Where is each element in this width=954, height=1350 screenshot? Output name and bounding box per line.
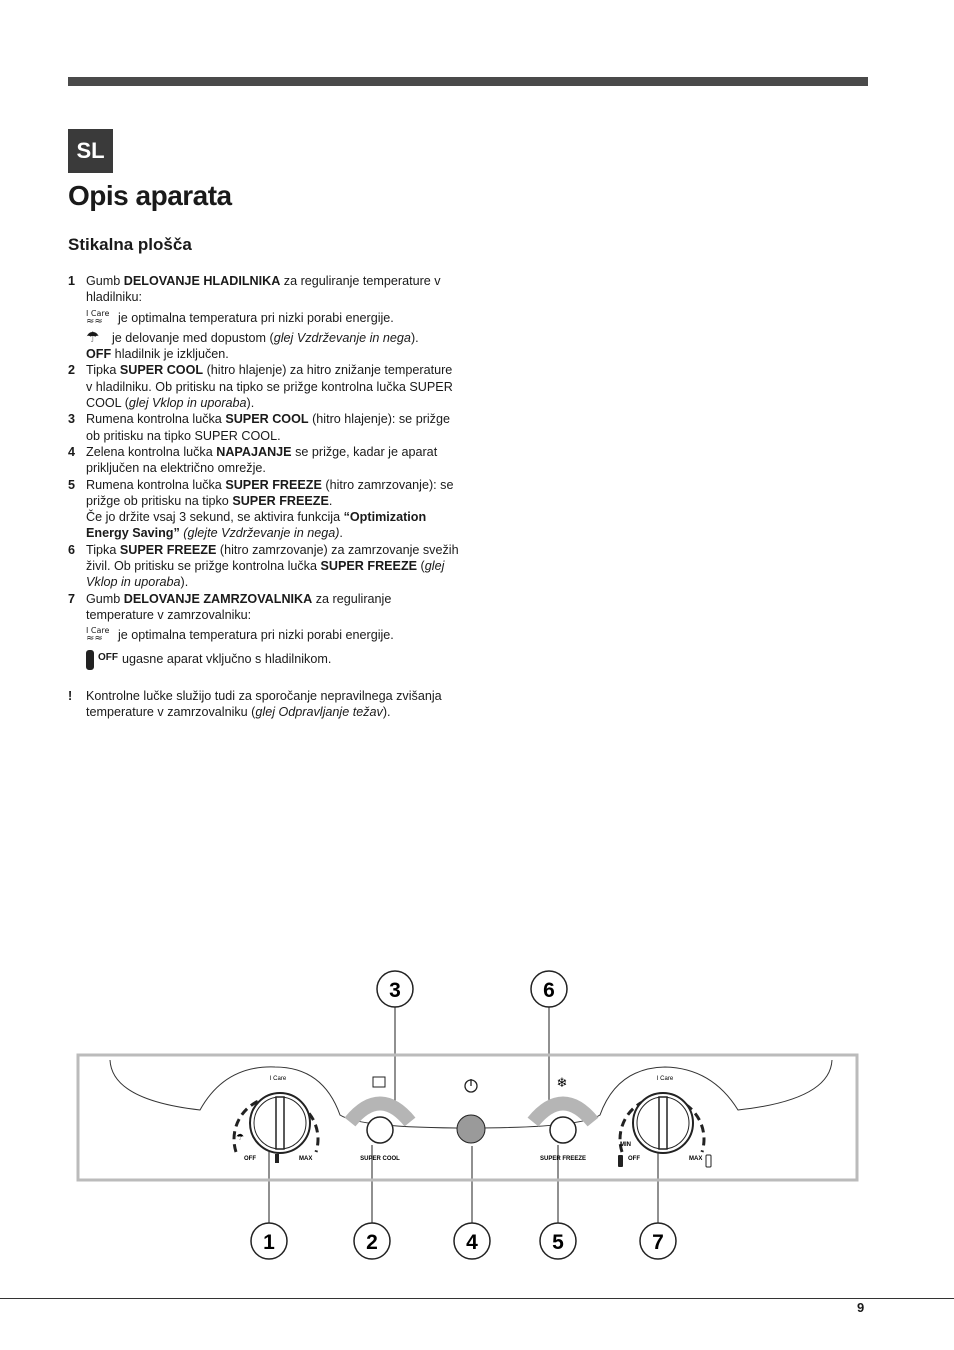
super-cool-button bbox=[350, 1077, 410, 1162]
callout-label: 5 bbox=[552, 1231, 564, 1254]
header-rule bbox=[68, 77, 868, 86]
description-list bbox=[68, 273, 460, 720]
knob-label-off: OFF bbox=[244, 1156, 256, 1162]
callout-label: 2 bbox=[366, 1231, 378, 1254]
i-care-icon: I Care ≈≈ bbox=[86, 626, 110, 645]
footer-rule bbox=[0, 1298, 954, 1299]
knob-label-i-care: I Care bbox=[269, 1076, 287, 1082]
callout-label: 3 bbox=[389, 979, 401, 1002]
knob-label-min: MIN bbox=[620, 1142, 631, 1148]
language-badge: SL bbox=[68, 129, 113, 173]
fridge-thermostat-knob bbox=[234, 1076, 318, 1163]
super-cool-icon bbox=[373, 1077, 385, 1087]
list-item-sub: I Care ≈≈ je optimalna temperatura pri nizki porabi energije. OFF ugasne aparat vključno s hladilnikom. bbox=[68, 623, 460, 669]
snowflake-icon: ❄ bbox=[556, 1075, 568, 1090]
list-item: 1 Gumb DELOVANJE HLADILNIKA za reguliranje temperature v hladilniku: bbox=[68, 274, 441, 305]
holiday-umbrella-icon: ☂ bbox=[86, 328, 100, 346]
list-item: 5 Rumena kontrolna lučka SUPER FREEZE (hitro zamrzovanje): se prižge ob pritisku na tipko SUPER FREEZE. Če jo držite vsaj 3 sekund, se aktivira funkcija “Optimization Energy Saving” (glejte Vzdrževanje in nega). bbox=[68, 477, 454, 541]
page-number: 9 bbox=[857, 1300, 865, 1315]
super-freeze-button bbox=[533, 1075, 593, 1162]
thermometer-bar-icon bbox=[86, 650, 94, 670]
section-subtitle: Stikalna plošča bbox=[68, 235, 192, 254]
callout-label: 4 bbox=[466, 1231, 478, 1254]
holiday-umbrella-icon: ☂ bbox=[236, 1132, 245, 1142]
list-item: 7 Gumb DELOVANJE ZAMRZOVALNIKA za reguliranje temperature v zamrzovalniku: bbox=[68, 591, 392, 622]
knob-label-i-care: I Care bbox=[656, 1076, 674, 1082]
list-item-sub: I Care ≈≈ je optimalna temperatura pri nizki porabi energije. ☂ je delovanje med dopustom (glej Vzdrževanje in nega). OFF hladilnik je izključen. bbox=[86, 308, 419, 362]
list-item: 3 Rumena kontrolna lučka SUPER COOL (hitro hlajenje): se prižge ob pritisku na tipko SUPER COOL. bbox=[68, 412, 450, 443]
list-item: 2 Tipka SUPER COOL (hitro hlajenje) za hitro znižanje temperature v hladilniku. Ob pritisku na tipko se prižge kontrolna lučka SUPER COOL (glej Vklop in uporaba). bbox=[68, 363, 453, 411]
list-item: 4 Zelena kontrolna lučka NAPAJANJE se prižge, kadar je aparat priključen na električno omrežje. bbox=[68, 444, 438, 476]
page-title: Opis aparata bbox=[68, 180, 232, 211]
power-indicator bbox=[457, 1079, 485, 1143]
knob-label-max: MAX bbox=[689, 1156, 703, 1162]
freezer-thermostat-knob bbox=[618, 1076, 711, 1167]
super-freeze-label: SUPER FREEZE bbox=[539, 1156, 587, 1162]
control-panel-diagram bbox=[0, 960, 954, 1260]
callout-label: 6 bbox=[543, 979, 555, 1002]
callout-label: 1 bbox=[263, 1231, 275, 1254]
callout-label: 7 bbox=[652, 1231, 664, 1254]
knob-label-off: OFF bbox=[628, 1156, 640, 1162]
i-care-icon: I Care ≈≈ bbox=[86, 308, 110, 327]
super-cool-label: SUPER COOL bbox=[360, 1156, 400, 1162]
knob-label-max: MAX bbox=[299, 1156, 313, 1162]
note-item: ! Kontrolne lučke služijo tudi za sporočanje nepravilnega zvišanja temperature v zamrzovalniku (glej Odpravljanje težav). bbox=[68, 688, 442, 719]
list-item: 6 Tipka SUPER FREEZE (hitro zamrzovanje) za zamrzovanje svežih živil. Ob pritisku se prižge kontrolna lučka SUPER FREEZE (glej Vklop in uporaba). bbox=[68, 542, 459, 590]
